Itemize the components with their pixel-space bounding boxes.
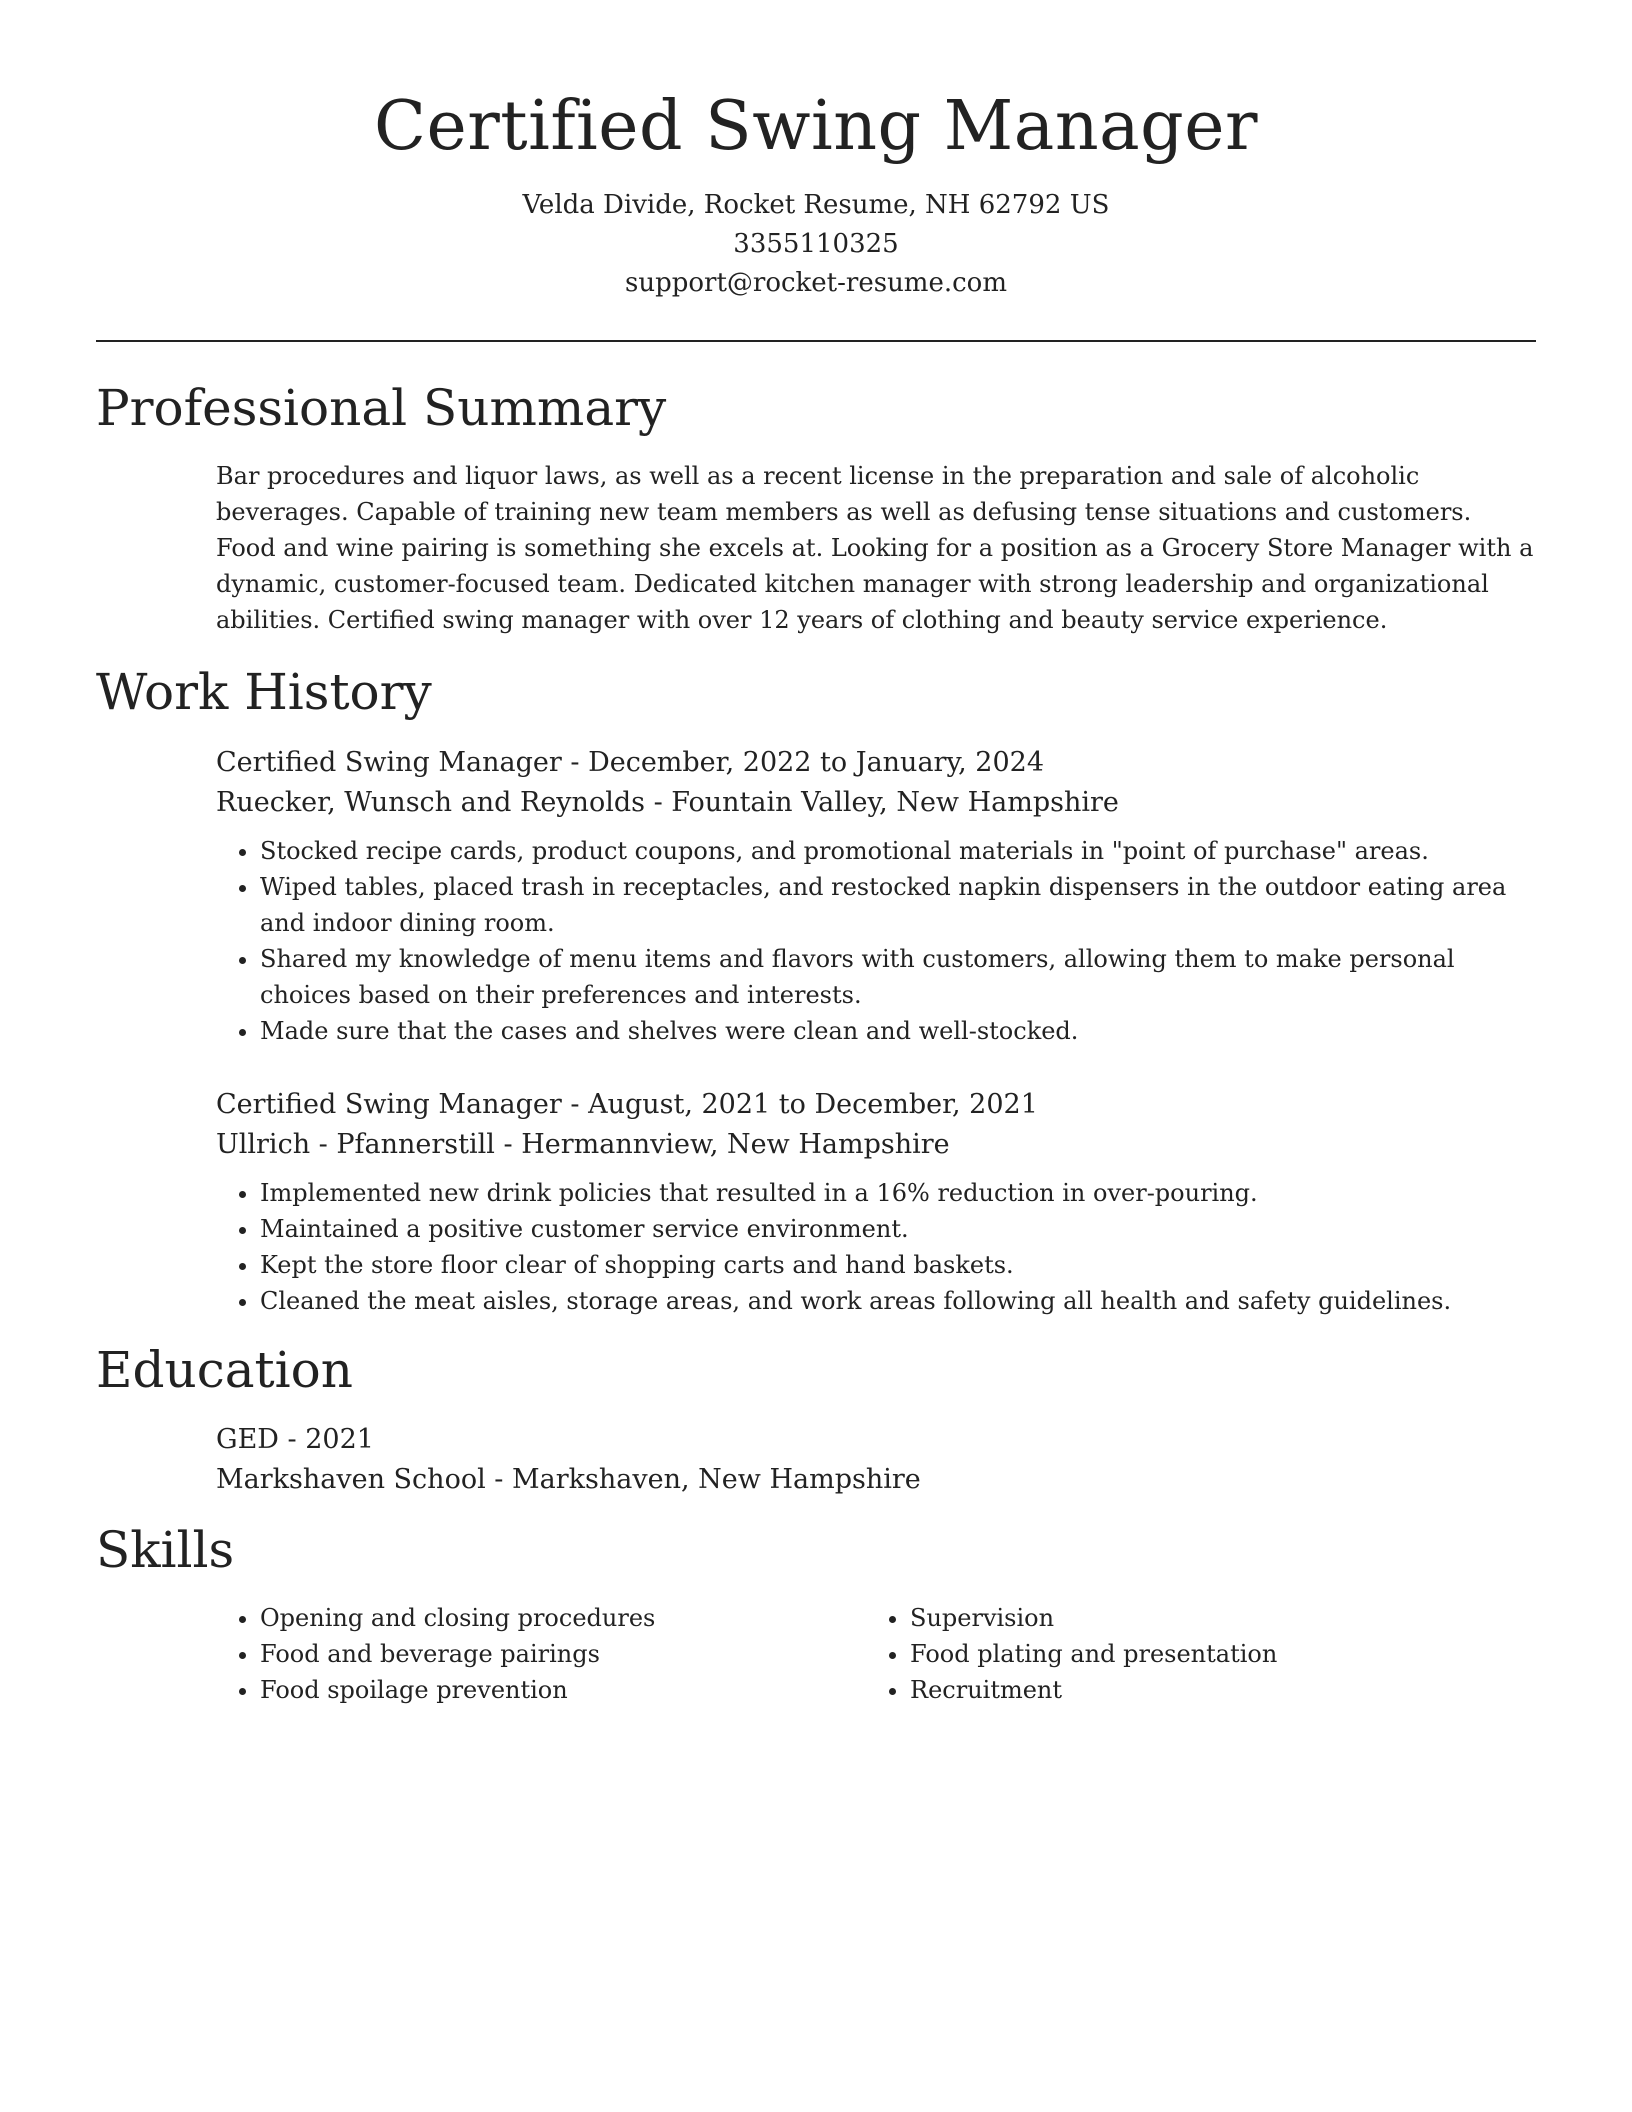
skills-section	[216, 1600, 1536, 1708]
job-title-line	[216, 1085, 1536, 1125]
job-duties	[216, 833, 1536, 1049]
job-duty: • Made sure that the cases and shelves were clean and well-stocked.	[260, 1013, 1536, 1049]
summary-heading: Professional Summary	[96, 379, 667, 437]
skill-item: • Recruitment	[910, 1672, 1516, 1708]
contact-info	[0, 186, 1632, 303]
job-duty: • Kept the store floor clear of shopping carts and hand baskets.	[260, 1247, 1536, 1283]
school-name: Markshaven School	[216, 1464, 486, 1495]
header-divider	[96, 340, 1536, 342]
email: support@rocket-resume.com	[624, 268, 1007, 298]
address: Velda Divide, Rocket Resume, NH 62792 US	[522, 190, 1110, 220]
skills-column-right	[866, 1600, 1516, 1708]
job-duty: • Wiped tables, placed trash in receptacles, and restocked napkin dispensers in the outdoor eating area and indoor dining room.	[260, 869, 1536, 941]
job-entry	[216, 1085, 1536, 1319]
job-duty: • Cleaned the meat aisles, storage areas, and work areas following all health and safety guidelines.	[260, 1283, 1536, 1319]
job-role: Certified Swing Manager	[216, 747, 562, 778]
skills-column-left	[216, 1600, 866, 1708]
skills-heading: Skills	[96, 1521, 235, 1579]
job-company: Ullrich - Pfannerstill	[216, 1129, 495, 1160]
school-location: - Markshaven, New Hampshire	[485, 1464, 921, 1495]
job-entry	[216, 743, 1536, 1049]
job-company-line	[216, 783, 1536, 823]
skills-list	[216, 1600, 866, 1708]
summary-text: Bar procedures and liquor laws, as well as a recent license in the preparation and sale of alcoholic beverages. Capable of training new team members as well as defusing tense situations and customers. Food and wine pairing is something she excels at. Looking for a position as a Grocery Store Manager with a dynamic, customer-focused team. Dedicated kitchen manager with strong leadership and organizational abilities. Certified swing manager with over 12 years of clothing and beauty service experience.	[216, 462, 1534, 634]
skill-item: • Food spoilage prevention	[260, 1672, 866, 1708]
job-title-line	[216, 743, 1536, 783]
summary-section	[216, 458, 1536, 638]
job-dates: - December, 2022 to January, 2024	[561, 747, 1044, 778]
education-heading: Education	[96, 1341, 353, 1399]
education-entry	[216, 1420, 1536, 1500]
job-role: Certified Swing Manager	[216, 1089, 562, 1120]
job-duty: • Implemented new drink policies that resulted in a 16% reduction in over-pouring.	[260, 1175, 1536, 1211]
job-duty: • Stocked recipe cards, product coupons, and promotional materials in "point of purchase" areas.	[260, 833, 1536, 869]
job-duty: • Shared my knowledge of menu items and flavors with customers, allowing them to make personal choices based on their preferences and interests.	[260, 941, 1536, 1013]
job-duty: • Maintained a positive customer service environment.	[260, 1211, 1536, 1247]
job-company-line	[216, 1125, 1536, 1165]
phone: 3355110325	[733, 229, 899, 259]
skills-list	[866, 1600, 1516, 1708]
skills-grid	[216, 1600, 1536, 1708]
skill-item: • Opening and closing procedures	[260, 1600, 866, 1636]
job-location: - Fountain Valley, New Hampshire	[644, 787, 1119, 818]
degree: GED - 2021	[216, 1424, 374, 1455]
job-duties	[216, 1175, 1536, 1319]
job-dates: - August, 2021 to December, 2021	[561, 1089, 1038, 1120]
skill-item: • Food plating and presentation	[910, 1636, 1516, 1672]
work-history-heading: Work History	[96, 663, 432, 721]
candidate-name: Certified Swing Manager	[374, 87, 1258, 166]
skill-item: • Food and beverage pairings	[260, 1636, 866, 1672]
skill-item: • Supervision	[910, 1600, 1516, 1636]
job-location: - Hermannview, New Hampshire	[494, 1129, 950, 1160]
school-line	[216, 1460, 1536, 1500]
resume-header	[0, 0, 1632, 303]
job-company: Ruecker, Wunsch and Reynolds	[216, 787, 645, 818]
